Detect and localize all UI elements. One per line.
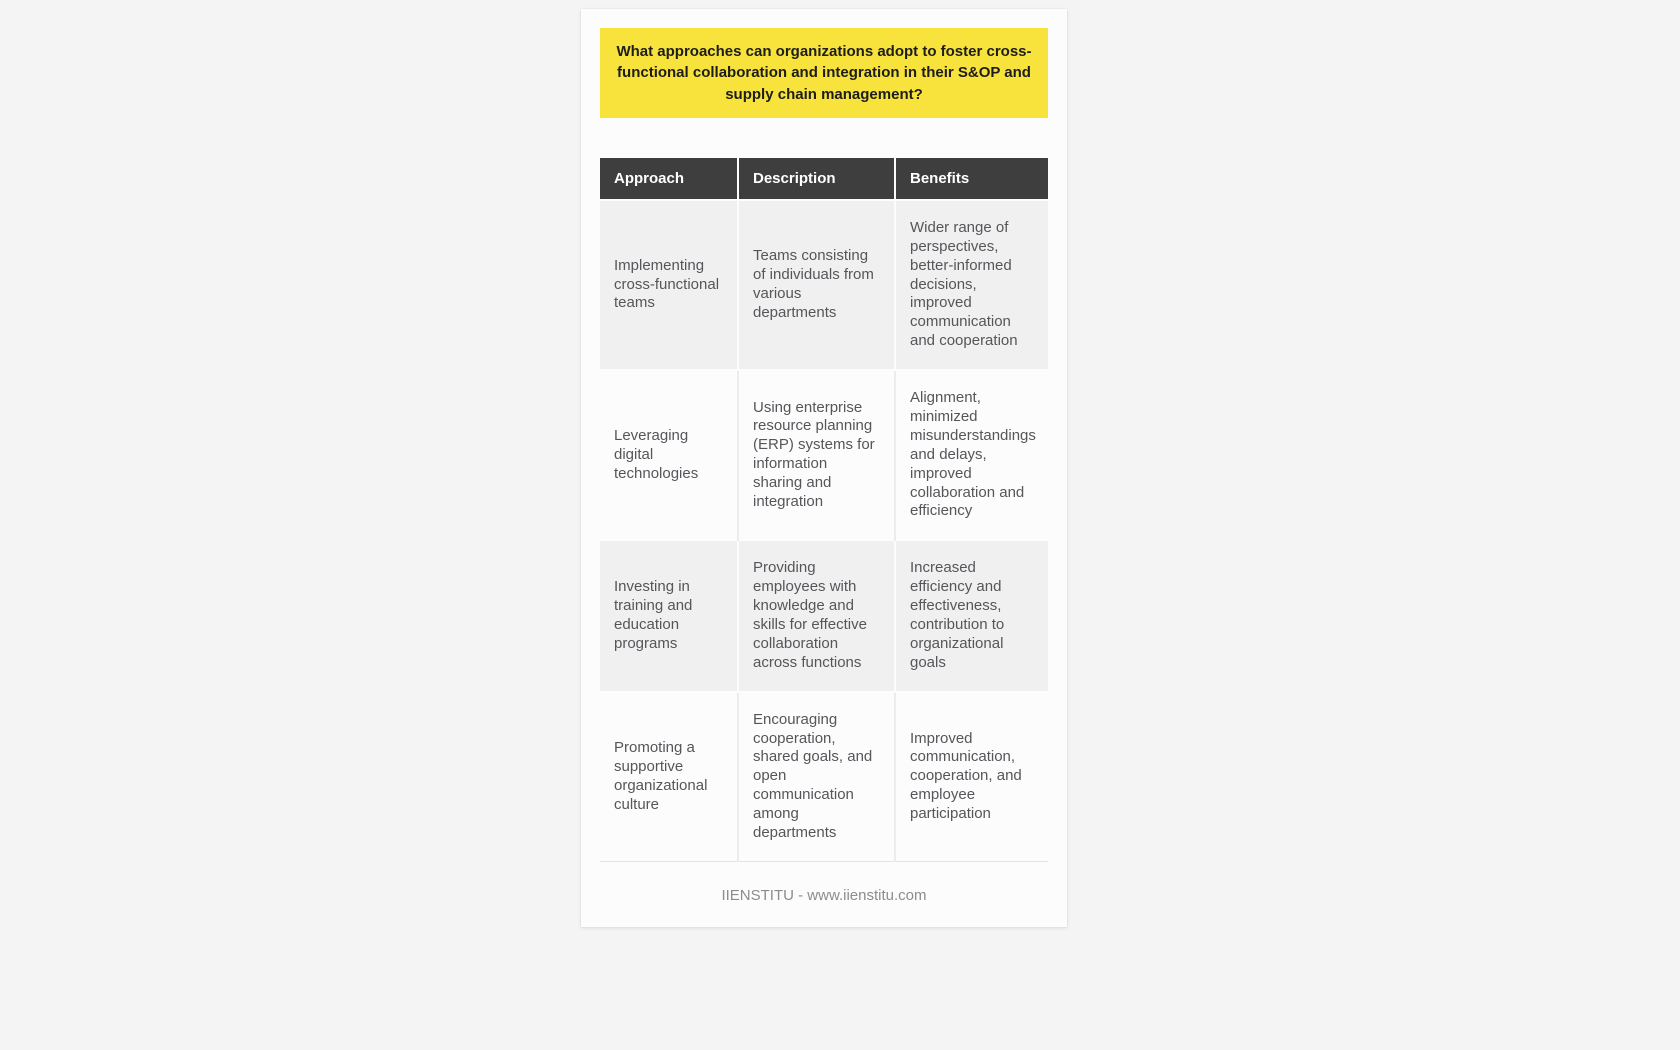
attribution-footer: IIENSTITU - www.iienstitu.com bbox=[721, 886, 927, 904]
cell-approach: Leveraging digital technologies bbox=[614, 426, 699, 482]
approaches-table bbox=[600, 158, 1048, 862]
cell-description: Encouraging cooperation, shared goals, and open communication among departments bbox=[738, 692, 895, 862]
cell-approach: Investing in training and education programs bbox=[614, 578, 693, 652]
table-row bbox=[600, 692, 1048, 862]
table-row bbox=[600, 200, 1048, 370]
cell-benefits: Alignment, minimized misunderstandings and delays, improved collaboration and efficiency bbox=[895, 370, 1048, 540]
table-header-row bbox=[600, 158, 1048, 200]
column-header-benefits: Benefits bbox=[895, 158, 1048, 200]
cell-benefits: Wider range of perspectives, better-informed decisions, improved communication and cooperation bbox=[895, 200, 1048, 370]
column-header-approach: Approach bbox=[600, 158, 738, 200]
cell-description: Using enterprise resource planning (ERP) systems for information sharing and integration bbox=[738, 370, 895, 540]
cell-benefits: Improved communication, cooperation, and employee participation bbox=[895, 692, 1048, 862]
cell-approach: Promoting a supportive organizational culture bbox=[614, 739, 708, 813]
cell-description: Providing employees with knowledge and skills for effective collaboration across functions bbox=[738, 540, 895, 691]
cell-description: Teams consisting of individuals from various departments bbox=[738, 200, 895, 370]
table-row bbox=[600, 540, 1048, 691]
cell-benefits: Increased efficiency and effectiveness, contribution to organizational goals bbox=[895, 540, 1048, 691]
question-title: What approaches can organizations adopt to foster cross-functional collaboration and integration in their S&OP and supply chain management? bbox=[600, 28, 1048, 118]
cell-approach: Implementing cross-functional teams bbox=[614, 256, 720, 312]
table-row bbox=[600, 370, 1048, 540]
content-card bbox=[581, 9, 1067, 927]
column-header-description: Description bbox=[738, 158, 895, 200]
